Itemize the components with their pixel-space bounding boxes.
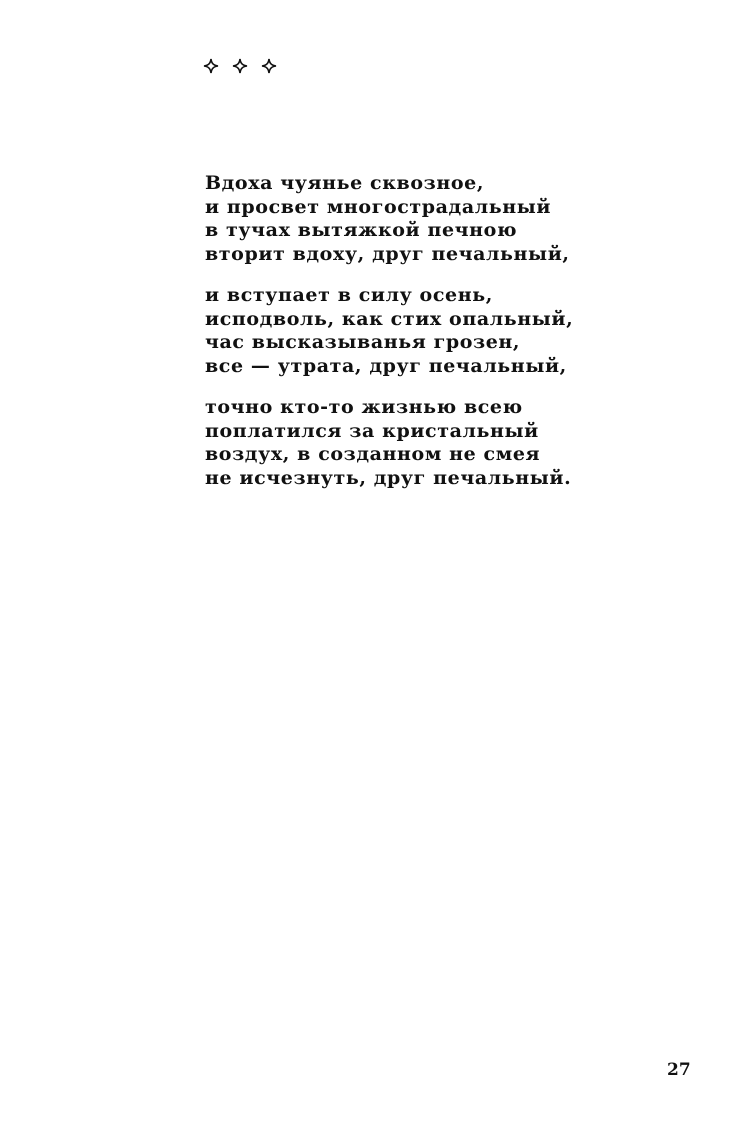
stanza-3 [205,396,605,490]
poem-line: Вдоха чуянье сквозное, [205,172,485,194]
page-number: 27 [667,1060,691,1080]
four-point-star-icon [232,58,248,74]
stanza-1 [205,172,605,266]
stanza-2 [205,284,605,378]
poem-line: в тучах вытяжкой печною [205,219,518,241]
poem-line: точно кто-то жизнью всею [205,396,523,418]
section-ornament [203,58,277,74]
four-point-star-icon [261,58,277,74]
four-point-star-icon [203,58,219,74]
poem-line: вторит вдоху, друг печальный, [205,242,570,265]
poem-line: поплатился за кристальный [205,419,539,442]
poem-line: воздух, в созданном не смея [205,443,541,465]
poem-line: исподволь, как стих опальный, [205,307,574,330]
poem [205,172,605,508]
poem-line: и просвет многострадальный [205,195,552,218]
poem-line: и вступает в силу осень, [205,284,493,306]
poem-line: час высказыванья грозен, [205,331,521,353]
poem-line: все — утрата, друг печальный, [205,354,567,377]
poem-line: не исчезнуть, друг печальный. [205,466,572,489]
